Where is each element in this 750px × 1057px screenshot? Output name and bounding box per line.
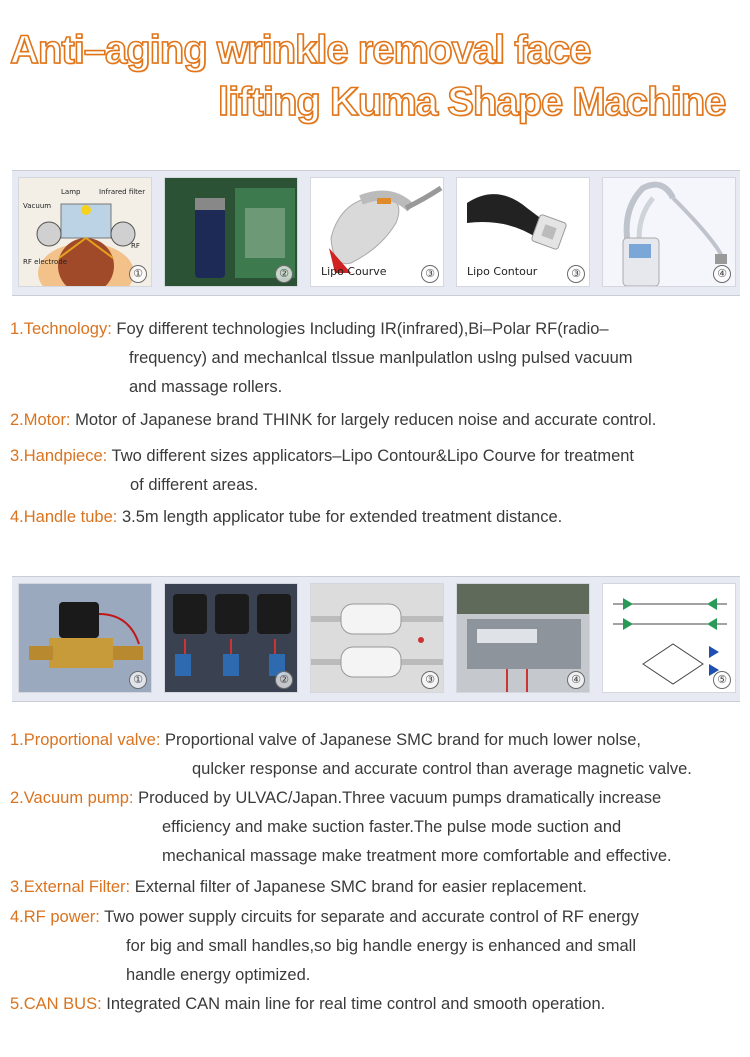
photo-number-badge: ③ xyxy=(421,671,439,689)
feature-key: 1.Technology: xyxy=(10,320,112,338)
feature-text: Proportional valve of Japanese SMC brand for much lower nolse, xyxy=(165,731,642,749)
photo-number-badge: ② xyxy=(275,671,293,689)
feature-key: 4.Handle tube: xyxy=(10,508,118,526)
feature-text: 3.5m length applicator tube for extended treatment distance. xyxy=(121,508,563,526)
feature-key: 1.Proportional valve: xyxy=(10,731,161,749)
feature-text: External filter of Japanese SMC brand for easier replacement. xyxy=(134,878,587,896)
photo-number-badge: ④ xyxy=(713,265,731,283)
feature-key: 3.External Filter: xyxy=(10,878,131,896)
gallery1-photo-motor xyxy=(164,177,298,287)
feature-text: Two different sizes applicators–Lipo Contour&Lipo Courve for treatment xyxy=(111,447,635,465)
feature-motor xyxy=(10,406,656,435)
feature-rf-power-line-3: handle energy optimized. xyxy=(126,966,311,984)
feature-text: Two power supply circuits for separate and accurate control of RF energy xyxy=(104,908,639,926)
gallery2-photo-rf-power xyxy=(456,583,590,693)
feature-technology-line-2: frequency) and mechanlcal tlssue manlpulatlon uslng pulsed vacuum xyxy=(129,349,633,367)
feature-can-bus xyxy=(10,990,605,1019)
photo-number-badge: ③ xyxy=(567,265,585,283)
photo-gallery-2 xyxy=(12,576,740,702)
feature-key: 3.Handpiece: xyxy=(10,447,108,465)
photo-number-badge: ① xyxy=(129,265,147,283)
diagram-label-rf: RF xyxy=(131,242,140,250)
feature-handpiece xyxy=(10,442,634,471)
gallery2-photo-can-bus xyxy=(602,583,736,693)
photo-number-badge: ⑤ xyxy=(713,671,731,689)
gallery2-photo-filter xyxy=(310,583,444,693)
gallery1-photo-machine xyxy=(602,177,736,287)
gallery1-photo-lipo-courve xyxy=(310,177,444,287)
feature-proportional-valve xyxy=(10,726,641,755)
feature-key: 5.CAN BUS: xyxy=(10,995,102,1013)
photo-caption: Lipo Contour xyxy=(467,265,538,278)
feature-valve-line-2: qulcker response and accurate control than average magnetic valve. xyxy=(192,760,692,778)
gallery1-photo-diagram xyxy=(18,177,152,287)
feature-key: 2.Vacuum pump: xyxy=(10,789,134,807)
diagram-label-rf-electrode: RF electrode xyxy=(23,258,68,266)
feature-text: Integrated CAN main line for real time control and smooth operation. xyxy=(106,995,606,1013)
photo-number-badge: ④ xyxy=(567,671,585,689)
photo-number-badge: ③ xyxy=(421,265,439,283)
feature-text: Motor of Japanese brand THINK for largely reducen noise and accurate control. xyxy=(75,411,657,429)
diagram-label-infrared-filter: Infrared filter xyxy=(99,188,146,196)
feature-key: 2.Motor: xyxy=(10,411,71,429)
page-title-line-2: lifting Kuma Shape Machine xyxy=(218,80,726,124)
feature-technology xyxy=(10,315,609,344)
feature-text: Foy different technologies Including IR(infrared),Bi–Polar RF(radio– xyxy=(116,320,609,338)
feature-text: Produced by ULVAC/Japan.Three vacuum pumps dramatically increase xyxy=(138,789,662,807)
feature-rf-power-line-2: for big and small handles,so big handle energy is enhanced and small xyxy=(126,937,636,955)
gallery2-photo-pumps xyxy=(164,583,298,693)
photo-number-badge: ① xyxy=(129,671,147,689)
page-title-line-1: Anti–aging wrinkle removal face xyxy=(10,28,591,72)
feature-key: 4.RF power: xyxy=(10,908,100,926)
feature-handle-tube xyxy=(10,503,562,532)
feature-handpiece-line-2: of different areas. xyxy=(130,476,259,494)
feature-external-filter xyxy=(10,873,587,902)
diagram-label-vacuum: Vacuum xyxy=(23,202,52,210)
feature-vacuum-pump xyxy=(10,784,661,813)
feature-technology-line-3: and massage rollers. xyxy=(129,378,283,396)
diagram-label-lamp: Lamp xyxy=(61,188,81,196)
photo-caption: Lipo Courve xyxy=(321,265,387,278)
gallery2-photo-valve xyxy=(18,583,152,693)
feature-rf-power xyxy=(10,903,639,932)
feature-pump-line-3: mechanical massage make treatment more comfortable and effective. xyxy=(162,847,672,865)
photo-gallery-1 xyxy=(12,170,740,296)
gallery1-photo-lipo-contour xyxy=(456,177,590,287)
photo-number-badge: ② xyxy=(275,265,293,283)
feature-pump-line-2: efficiency and make suction faster.The pulse mode suction and xyxy=(162,818,622,836)
